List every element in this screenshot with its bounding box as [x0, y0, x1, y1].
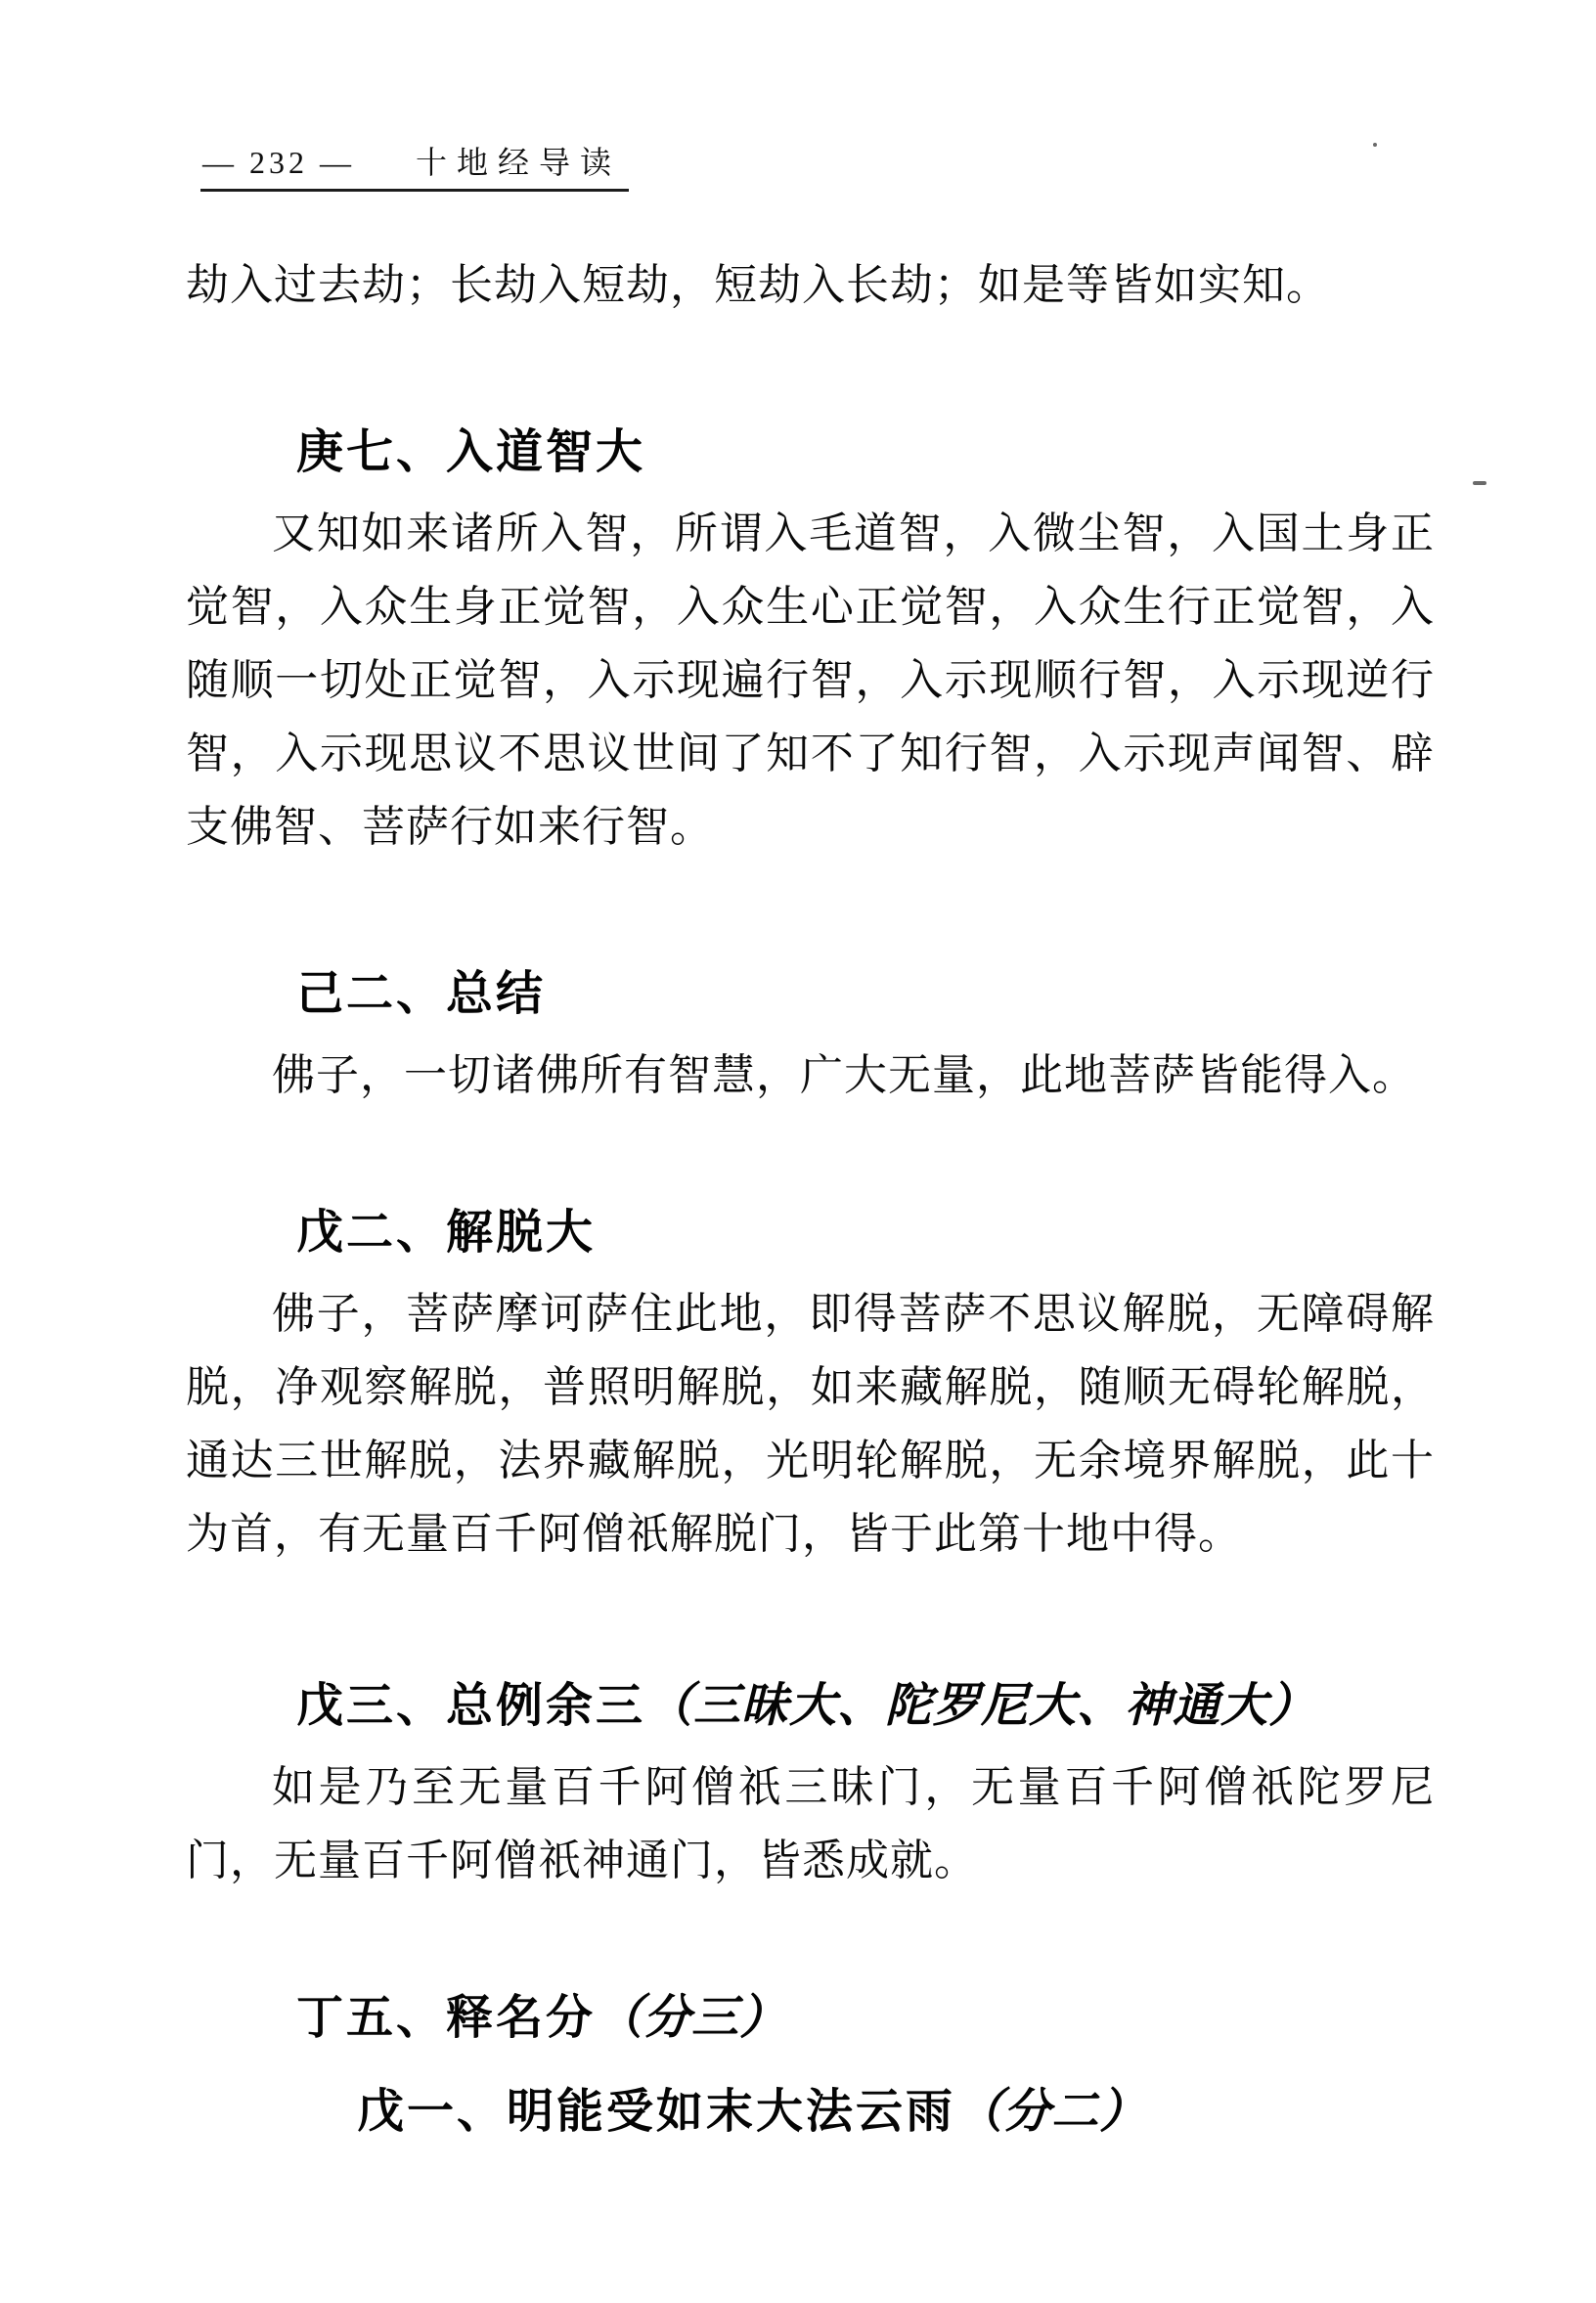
heading-text: 戊二、解脱大	[296, 1207, 597, 1259]
section-heading-wu1	[357, 2083, 1435, 2142]
heading-text: 己二、总结	[296, 968, 547, 1020]
section-heading-ding5	[296, 1989, 1435, 2048]
section-heading-geng7	[296, 423, 1435, 482]
section-paragraph: 佛子，菩萨摩诃萨住此地，即得菩萨不思议解脱，无障碍解脱，净观察解脱，普照明解脱，如来藏解脱，随顺无碍轮解脱，通达三世解脱，法界藏解脱，光明轮解脱，无余境界解脱，此十为首，有无量百千阿僧祇解脱门，皆于此第十地中得。	[186, 1290, 1435, 1558]
text-column	[186, 248, 1435, 2142]
section-paragraph: 如是乃至无量百千阿僧祇三昧门，无量百千阿僧祇陀罗尼门，无量百千阿僧祇神通门，皆悉成就。	[186, 1763, 1435, 1884]
heading-text: 庚七、入道智大	[296, 426, 646, 478]
scan-speck	[1473, 481, 1486, 485]
heading-note: （三昧大、陀罗尼大、神通大）	[645, 1680, 1317, 1732]
section-heading-wu2	[296, 1204, 1435, 1262]
lead-paragraph: 劫入过去劫；长劫入短劫，短劫入长劫；如是等皆如实知。	[186, 261, 1330, 309]
heading-text: 戊三、总例余三	[296, 1680, 646, 1732]
scan-speck	[1373, 143, 1377, 147]
heading-note: （分二）	[955, 2086, 1148, 2138]
running-head	[200, 142, 629, 192]
heading-text: 丁五、释名分	[296, 1992, 597, 2044]
heading-note: （分三）	[596, 1992, 788, 2044]
book-title: 十地经导读	[416, 145, 622, 180]
heading-text: 戊一、明能受如末大法云雨	[357, 2086, 956, 2138]
section-heading-ji2	[296, 965, 1435, 1024]
page-number: — 232 —	[202, 145, 355, 180]
section-paragraph: 佛子，一切诸佛所有智慧，广大无量，此地菩萨皆能得入。	[272, 1051, 1416, 1099]
section-heading-wu3	[296, 1677, 1435, 1736]
section-paragraph: 又知如来诸所入智，所谓入毛道智，入微尘智，入国土身正觉智，入众生身正觉智，入众生心正觉智，入众生行正觉智，入随顺一切处正觉智，入示现遍行智，入示现顺行智，入示现逆行智，入示现思议不思议世间了知不了知行智，入示现声闻智、辟支佛智、菩萨行如来行智。	[186, 509, 1435, 851]
